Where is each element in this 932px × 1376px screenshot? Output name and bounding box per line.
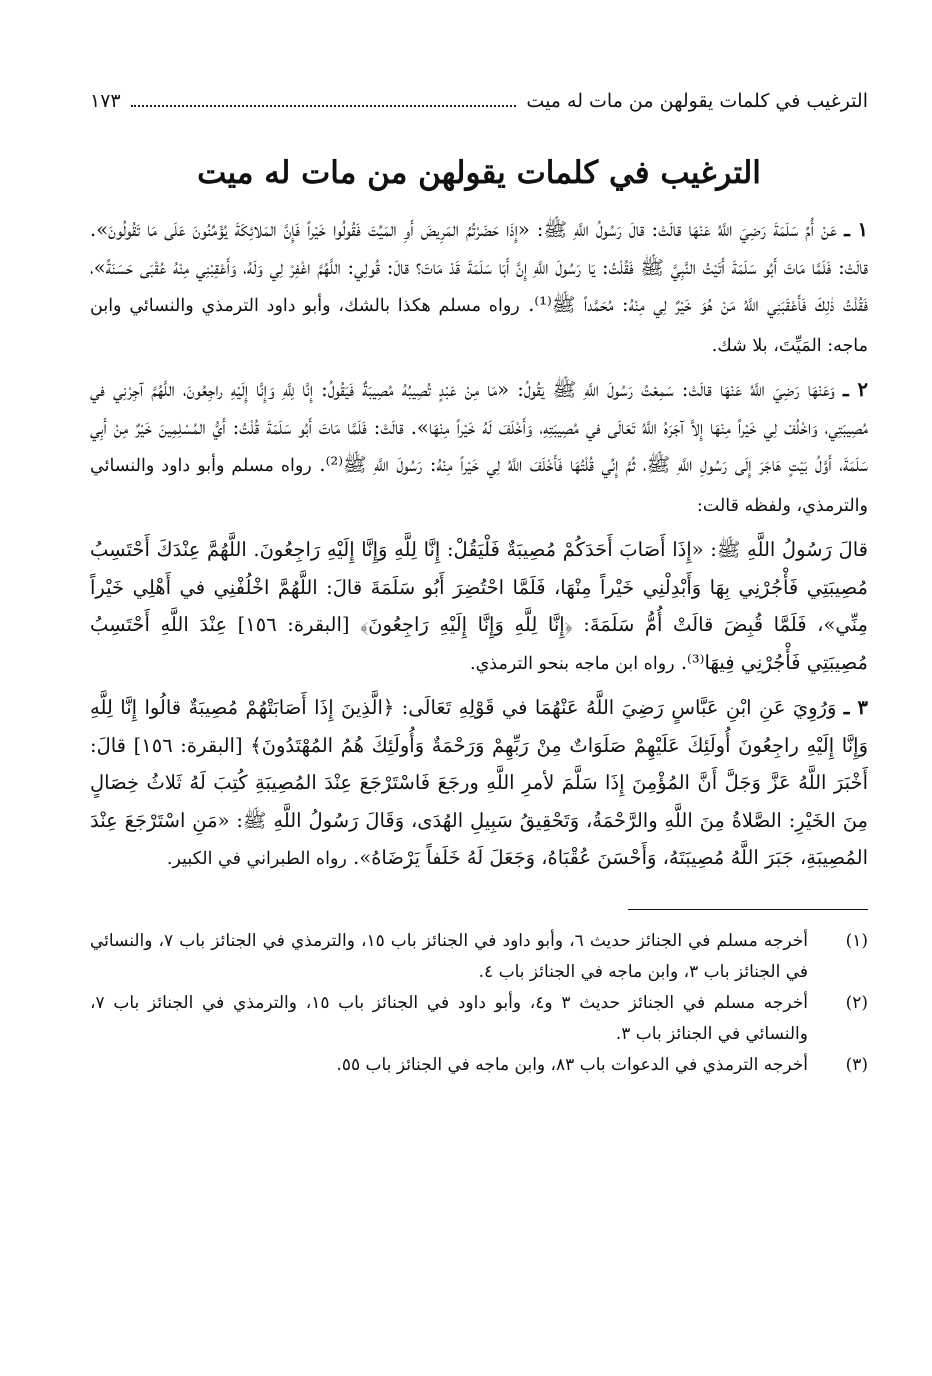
hadith-source: رواه ابن ماجه بنحو الترمذي. [470, 653, 675, 674]
footnote-text: أخرجه الترمذي في الدعوات باب ٨٣، وابن ماجه في الجنائز باب ٥٥. [336, 1054, 808, 1075]
footnote-separator [628, 909, 868, 910]
footnote-number: (٢) [845, 992, 868, 1013]
hadith-number: ٣ ـ [843, 696, 868, 719]
footnote-number: (١) [845, 930, 868, 951]
hadith-text: وَرُوِيَ عَنِ ابْنِ عَبَّاسٍ رَضِيَ اللَّهُ عَنْهُمَا في قَوْلِهِ تَعَالَى: ﴿الَّذِينَ إِذَا أَصَابَتْهُمْ مُصِيبَةٌ قالُوا إِنَّا لِلَّهِ وَإِنَّا إِلَيْهِ راجِعُونَ أُولَئِكَ عَلَيْهِمْ صَلَوَاتٌ مِنْ رَبِّهِمْ وَرَحْمَةٌ وَأُولَئِكَ هُمُ المُهْتَدُونَ﴾ [البقرة: ١٥٦] قالَ: أَخْبَرَ اللَّهُ عَزَّ وَجَلَّ أَنَّ المُؤْمِنَ إِذَا سَلَّمَ لأمرِ اللَّهِ ورجَعَ فَاسْتَرْجَعَ عِنْدَ المُصِيبَةِ كُتِبَ لَهُ ثَلاثُ خِصَالٍ مِنَ الخَيْرِ: الصَّلاةُ مِنَ اللَّهِ والرَّحْمَةُ، وَتَحْقِيقُ سَبِيلِ الهُدَى، وَقَالَ رَسُولُ اللَّهِ ﷺ: «مَنِ اسْتَرْجَعَ عِنْدَ المُصِيبَةِ، جَبَرَ اللَّهُ مُصِيبَتَهُ، وَأَحْسَنَ عُقْبَاهُ، وَجَعَلَ لَهُ خَلَفاً يَرْضَاهُ». [90, 696, 868, 869]
footnote-text: أخرجه مسلم في الجنائز حديث ٦، وأبو داود في الجنائز باب ١٥، والترمذي في الجنائز باب ٧، والنسائي في الجنائز باب ٣، وابن ماجه في الجنائز باب ٤. [90, 930, 808, 982]
hadith-source: رواه مسلم هكذا بالشك، وأبو داود الترمذي والنسائي وابن ماجه: المَيِّتَ، بلا شك. [90, 296, 868, 356]
chapter-title: الترغيب في كلمات يقولهن من مات له ميت [197, 155, 761, 191]
footnote-number: (٣) [845, 1054, 868, 1075]
running-header [90, 84, 868, 115]
footnote-2 [90, 988, 868, 1050]
page-number: ١٧٣ [90, 90, 121, 112]
hadith-source: رواه الطبراني في الكبير. [166, 849, 347, 869]
book-page [90, 84, 868, 1081]
footnote-3 [90, 1050, 868, 1081]
running-header-title: الترغيب في كلمات يقولهن من مات له ميت [526, 90, 868, 112]
hadith-2-variant [90, 531, 868, 683]
hadith-text: عَنْ أُمِّ سَلَمَةَ رَضِيَ اللَّهُ عَنْهَا قالَتْ: قالَ رَسُولُ اللَّهِ ﷺ: «إِذَا حَضَرْتُمُ المَرِيضَ أَوِ المَيِّتَ فَقُولُوا خَيْراً فَإِنَّ المَلائِكَةَ يُؤَمِّنُونَ عَلَى مَا تَقُولُونَ». قالَتْ: فَلَمَّا مَاتَ أَبُو سَلَمَةَ أَتَيْتُ النَّبِيَّ ﷺ فَقُلْتُ: يَا رَسُولَ اللَّهِ إِنَّ أَبَا سَلَمَةَ قَدْ مَاتَ؟ قالَ: قُولِي: اللَّهُمَّ اغْفِرْ لِي وَلَهُ، وَأَعْقِبْنِي مِنْهُ عُقْبَى حَسَنَةً»، فَقُلْتُ ذٰلِكَ فَأَعْقَبَنِي اللَّهُ مَنْ هُوَ خَيْرٌ لِي مِنْهُ: مُحَمَّداً ﷺ⁽¹⁾. [90, 218, 869, 316]
hadith-text: قالَ رَسُولُ اللَّهِ ﷺ: «إِذَا أَصَابَ أَحَدَكُمْ مُصِيبَةٌ فَلْيَقُلْ: إِنَّا لِلَّهِ وَإِنَّا إِلَيْهِ رَاجِعُونَ. اللَّهُمَّ عِنْدَكَ أَحْتَسِبُ مُصِيبَتِي فَأْجُرْنِي بِهَا وَأَبْدِلْنِي خَيْراً مِنْهَا، فَلَمَّا احْتُضِرَ أَبُو سَلَمَةَ قالَ: اللَّهُمَّ اخْلُفْنِي في أَهْلِي خَيْراً مِنِّي»، فَلَمَّا قُبِضَ قالَتْ أُمُّ سَلَمَةَ: ﴿إِنَّا لِلَّهِ وَإِنَّا إِلَيْهِ رَاجِعُونَ﴾ [البقرة: ١٥٦] عِنْدَ اللَّهِ أَحْتَسِبُ مُصِيبَتِي فَأْجُرْنِي فِيهَا⁽³⁾. [90, 538, 868, 674]
footnote-text: أخرجه مسلم في الجنائز حديث ٣ و٤، وأبو داود في الجنائز باب ١٥، والترمذي في الجنائز باب ٧، والنسائي في الجنائز باب ٣. [90, 992, 808, 1044]
hadith-number: ١ ـ [844, 218, 868, 241]
hadith-1 [90, 211, 868, 365]
hadith-text: وَعَنْهَا رَضِيَ اللَّهُ عَنْهَا قالَتْ: سَمِعْتُ رَسُولَ اللَّهِ ﷺ يَقُولُ: «مَا مِنْ عَبْدٍ تُصِيبُهُ مُصِيبَةٌ فَيَقُولُ: إِنَّا لِلَّهِ وَإِنَّا إِلَيْهِ راجِعُونَ، اللَّهُمَّ آجِرْنِي في مُصِيبَتِي، وَاخْلُفْ لِي خَيْراً مِنْهَا إِلاَّ آجَرَهُ اللَّهُ تَعَالَى في مُصِيبَتِهِ، وَأَخْلَفَ لَهُ خَيْراً مِنْهَا». قالَتْ: فَلَمَّا مَاتَ أَبُو سَلَمَةَ قُلْتُ: أَيُّ المُسْلِمِينَ خَيْرٌ مِنْ أَبِي سَلَمَةَ، أَوَّلُ بَيْتٍ هَاجَرَ إِلَى رَسُولِ اللَّهِ ﷺ، ثُمَّ إِنِّي قُلْتُهَا فَأَخْلَفَ اللَّهُ لِي خَيْراً مِنْهُ: رَسُولَ اللَّهِ ﷺ⁽²⁾. [90, 378, 868, 476]
hadith-2 [90, 371, 868, 525]
footnote-1 [90, 926, 868, 988]
hadith-source: رواه مسلم وأبو داود والنسائي والترمذي، ولفظه قالت: [90, 456, 868, 516]
hadith-number: ٢ ـ [843, 378, 868, 401]
hadith-3 [90, 689, 868, 879]
leader-dots [131, 105, 517, 107]
